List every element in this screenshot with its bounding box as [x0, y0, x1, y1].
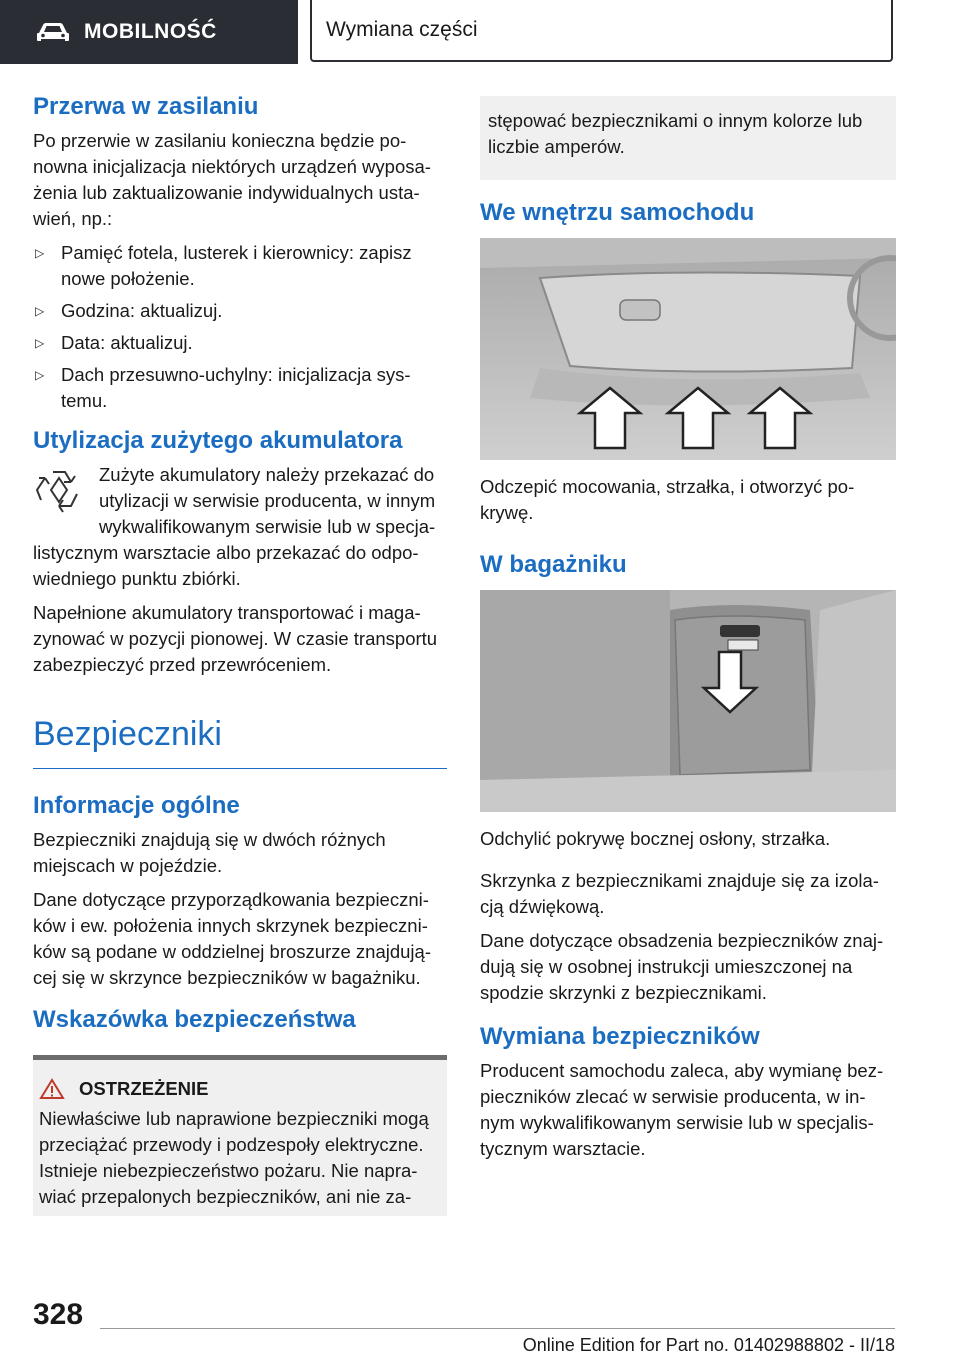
heading-battery-disposal: Utylizacja zużytego akumulatora	[33, 427, 403, 454]
paragraph-trunk-2: Dane dotyczące obsadzenia bezpieczników znaj-dują się w osobnej instrukcji umieszczonej na spodzie skrzynki z bezpiecznikami.	[480, 930, 884, 1003]
list-item: ▷ Data: aktualizuj.	[33, 330, 447, 356]
glovebox-photo	[480, 238, 896, 460]
warning-text: Niewłaściwe lub naprawione bezpieczniki mogą przeciążać przewody i podzespoły elektryczne. Istnieje niebezpieczeństwo pożaru. Nie napra-wiać przepalonych bezpieczników, ani nie za-	[39, 1108, 429, 1207]
heading-trunk: W bagażniku	[480, 551, 627, 578]
warning-box	[33, 1055, 447, 1216]
paragraph-battery-2: Napełnione akumulatory transportować i maga-zynować w pozycji pionowej. W czasie transportu zabezpieczyć przed przewróceniem.	[33, 602, 438, 675]
list-item: ▷ Dach przesuwno-uchylny: inicjalizacja sys-temu.	[35, 364, 411, 411]
footer-divider	[100, 1328, 895, 1329]
caption-trunk: Odchylić pokrywę bocznej osłony, strzałka.	[480, 828, 831, 849]
left-column	[33, 92, 447, 1216]
heading-power-outage: Przerwa w zasilaniu	[33, 93, 259, 120]
recycle-icon	[33, 464, 85, 516]
paragraph-power-outage: Po przerwie w zasilaniu konieczna będzie po-nowna inicjalizacja niektórych urządzeń wyposa-żenia lub zaktualizowanie indywidualnych usta-wień, np.:	[33, 130, 431, 229]
trunk-photo	[480, 590, 896, 812]
car-icon	[36, 21, 70, 43]
warning-triangle-icon	[39, 1078, 65, 1100]
paragraph-replace: Producent samochodu zaleca, aby wymianę bez-pieczników zlecać w serwisie producenta, w in-nym wykwalifikowanym serwisie lub w specjalis-tycznym warsztacie.	[480, 1060, 884, 1159]
caption-interior: Odczepić mocowania, strzałka, i otworzyć po-krywę.	[480, 476, 855, 523]
section-label: MOBILNOŚĆ	[84, 20, 217, 43]
warning-continuation-text: stępować bezpiecznikami o innym kolorze lub liczbie amperów.	[488, 110, 863, 157]
triangle-bullet-icon: ▷	[35, 336, 45, 350]
triangle-bullet-icon: ▷	[35, 368, 45, 382]
heading-general-info: Informacje ogólne	[33, 792, 240, 819]
list-item: ▷ Pamięć fotela, lusterek i kierownicy: zapisz nowe położenie.	[35, 242, 412, 289]
battery-disposal-block	[33, 462, 447, 678]
triangle-bullet-icon: ▷	[35, 304, 45, 318]
warning-header	[39, 1078, 443, 1100]
paragraph-trunk-1: Skrzynka z bezpiecznikami znajduje się za izola-cją dźwiękową.	[480, 870, 879, 917]
triangle-bullet-icon: ▷	[35, 246, 45, 260]
heading-safety-note: Wskazówka bezpieczeństwa	[33, 1006, 356, 1033]
section-tab	[0, 0, 298, 64]
chapter-title: Wymiana części	[310, 0, 893, 62]
paragraph-general-1: Bezpieczniki znajdują się w dwóch różnych miejscach w pojeździe.	[33, 829, 386, 876]
heading-fuses: Bezpieczniki	[33, 712, 447, 769]
footer-edition: Online Edition for Part no. 01402988802 - II/18	[522, 1335, 895, 1355]
bullet-list	[33, 240, 447, 414]
heading-replace-fuses: Wymiana bezpieczników	[480, 1023, 760, 1050]
warning-title: OSTRZEŻENIE	[79, 1078, 209, 1099]
right-column	[480, 96, 896, 1170]
warning-continuation-box	[480, 96, 896, 180]
list-item: ▷ Godzina: aktualizuj.	[33, 298, 447, 324]
paragraph-general-2: Dane dotyczące przyporządkowania bezpieczni-ków i ew. położenia innych skrzynek bezpieczni-ków są podane w oddzielnej broszurze znajdują-cej się w skrzynce bezpieczników w bagażniku.	[33, 889, 431, 988]
paragraph-battery-1: Zużyte akumulatory należy przekazać do utylizacji w serwisie producenta, w innym wykwalifikowanym serwisie lub w specja-listycznym warsztacie albo przekazać do odpo-wiedniego punktu zbiórki.	[33, 464, 436, 589]
page-number: 328	[33, 1298, 84, 1331]
heading-interior: We wnętrzu samochodu	[480, 199, 755, 226]
